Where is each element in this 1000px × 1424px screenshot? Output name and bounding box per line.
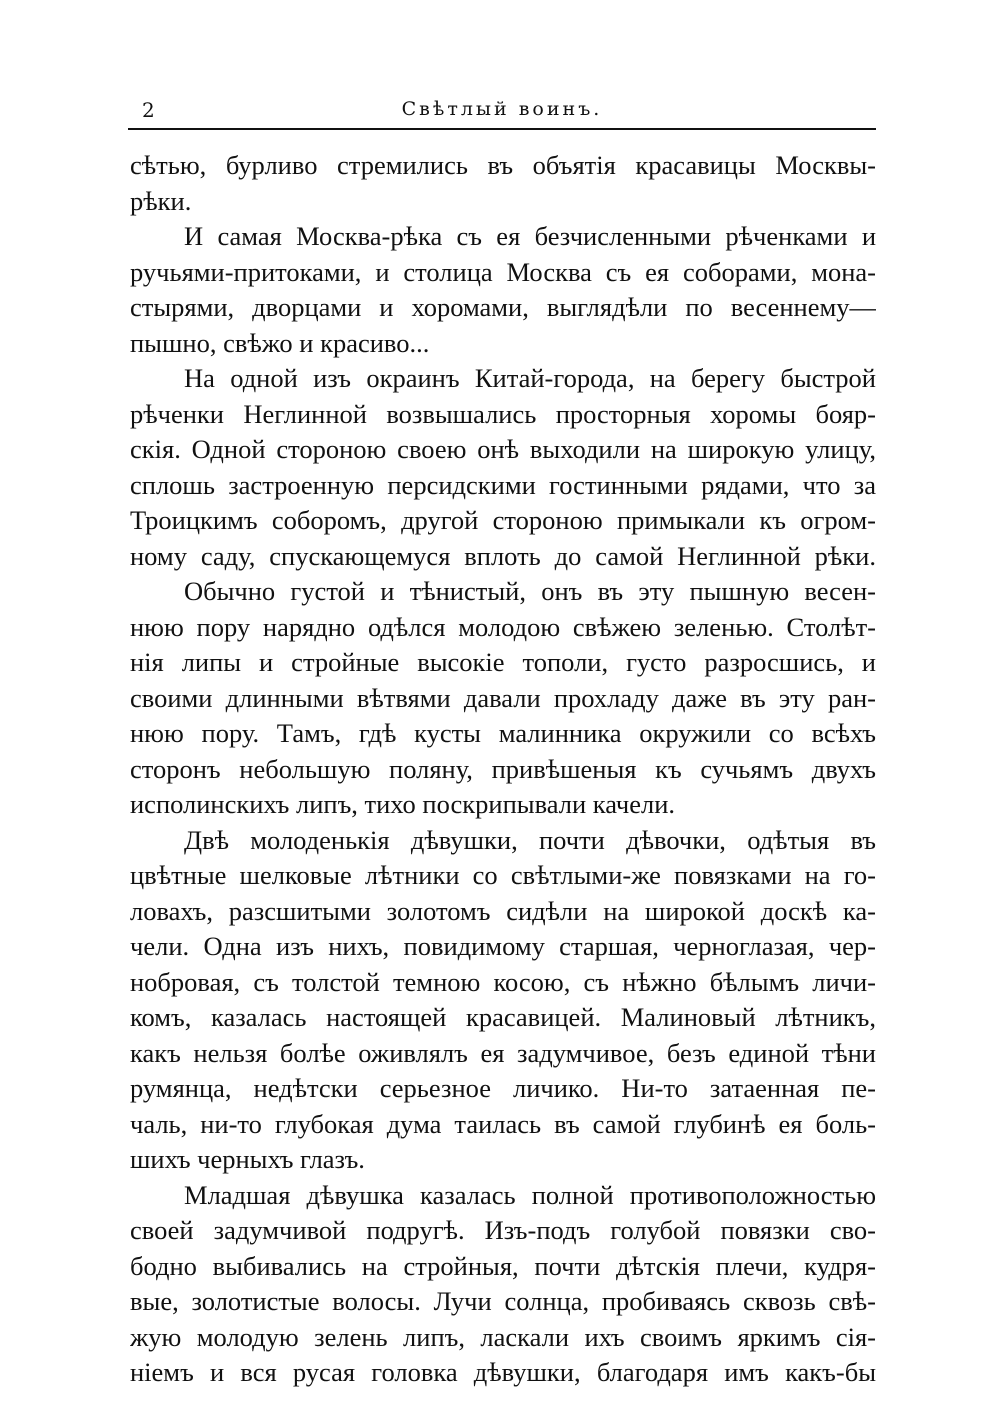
text-line: вые, золотистые волосы. Лучи солнца, пробиваясь сквозь свѣ- xyxy=(130,1286,876,1316)
text-line: И самая Москва-рѣка съ ея безчисленными рѣченками и xyxy=(184,221,876,251)
text-line: нія липы и стройные высокіе тополи, густо разросшись, и xyxy=(130,647,876,677)
text-line: скія. Одной стороною своею онѣ выходили на широкую улицу, xyxy=(130,434,876,464)
text-line: ловахъ, разсшитыми золотомъ сидѣли на широкой доскѣ ка- xyxy=(130,895,876,926)
text-line: чаль, ни-то глубокая дума таилась въ самой глубинѣ ея боль- xyxy=(130,1108,876,1139)
page-header xyxy=(128,96,876,128)
text-line: румянца, недѣтски серьезное личико. Ни-то затаенная пе- xyxy=(130,1073,876,1103)
text-line: нюю пору нарядно одѣлся молодою свѣжею зеленью. Столѣт- xyxy=(130,611,876,642)
text-line: сторонъ небольшую поляну, привѣшеныя къ сучьямъ двухъ xyxy=(130,753,876,784)
text-line: ручьями-притоками, и столица Москва съ ея соборами, мона- xyxy=(130,256,876,287)
text-line: Двѣ молоденькія дѣвушки, почти дѣвочки, одѣтыя въ xyxy=(184,824,876,855)
text-line: пышно, свѣжо и красиво... xyxy=(130,327,430,358)
text-line: рѣки. xyxy=(130,185,192,216)
text-line: чели. Одна изъ нихъ, повидимому старшая, черноглазая, чер- xyxy=(130,931,876,961)
text-line: сѣтью, бурливо стремились въ объятія красавицы Москвы- xyxy=(130,150,876,180)
running-title: Свѣтлый воинъ. xyxy=(401,98,603,120)
text-line: сплошь застроенную персидскими гостинными рядами, что за xyxy=(130,469,876,500)
text-line: ніемъ и вся русая головка дѣвушки, благодаря имъ какъ-бы xyxy=(130,1357,876,1387)
text-line: шихъ черныхъ глазъ. xyxy=(130,1144,365,1174)
text-line: цвѣтные шелковые лѣтники со свѣтлыми-же повязками на го- xyxy=(130,860,876,890)
text-line: Обычно густой и тѣнистый, онъ въ эту пышную весен- xyxy=(184,576,876,606)
text-line: своими длинными вѣтвями давали прохладу даже въ эту ран- xyxy=(130,682,876,713)
text-line: нобровая, съ толстой темною косою, съ нѣжно бѣлымъ личи- xyxy=(130,966,876,997)
text-line: бодно выбивались на стройныя, почти дѣтскія плечи, кудря- xyxy=(130,1250,876,1281)
text-line: ному саду, спускающемуся вплоть до самой Неглинной рѣки. xyxy=(130,540,876,571)
page-number: 2 xyxy=(142,98,155,122)
text-line: На одной изъ окраинъ Китай-города, на берегу быстрой xyxy=(184,363,876,393)
text-line: какъ нельзя болѣе оживлялъ ея задумчивое, безъ единой тѣни xyxy=(130,1037,876,1068)
text-line: Троицкимъ соборомъ, другой стороною примыкали къ огром- xyxy=(130,505,876,535)
text-line: исполинскихъ липъ, тихо поскрипывали качели. xyxy=(130,789,676,819)
text-line: жую молодую зелень липъ, ласкали ихъ своимъ яркимъ сія- xyxy=(130,1321,876,1352)
header-rule xyxy=(128,128,876,130)
text-line: комъ, казалась настоящей красавицей. Малиновый лѣтникъ, xyxy=(130,1002,876,1032)
text-line: своей задумчивой подругѣ. Изъ-подъ голубой повязки сво- xyxy=(130,1215,876,1245)
text-line: рѣченки Неглинной возвышались просторныя хоромы бояр- xyxy=(130,398,876,429)
text-line: нюю пору. Тамъ, гдѣ кусты малинника окружили со всѣхъ xyxy=(130,718,876,748)
text-line: Младшая дѣвушка казалась полной противоположностью xyxy=(184,1179,876,1210)
body-text xyxy=(130,148,876,1391)
text-line: стырями, дворцами и хоромами, выглядѣли по весеннему— xyxy=(130,292,876,322)
